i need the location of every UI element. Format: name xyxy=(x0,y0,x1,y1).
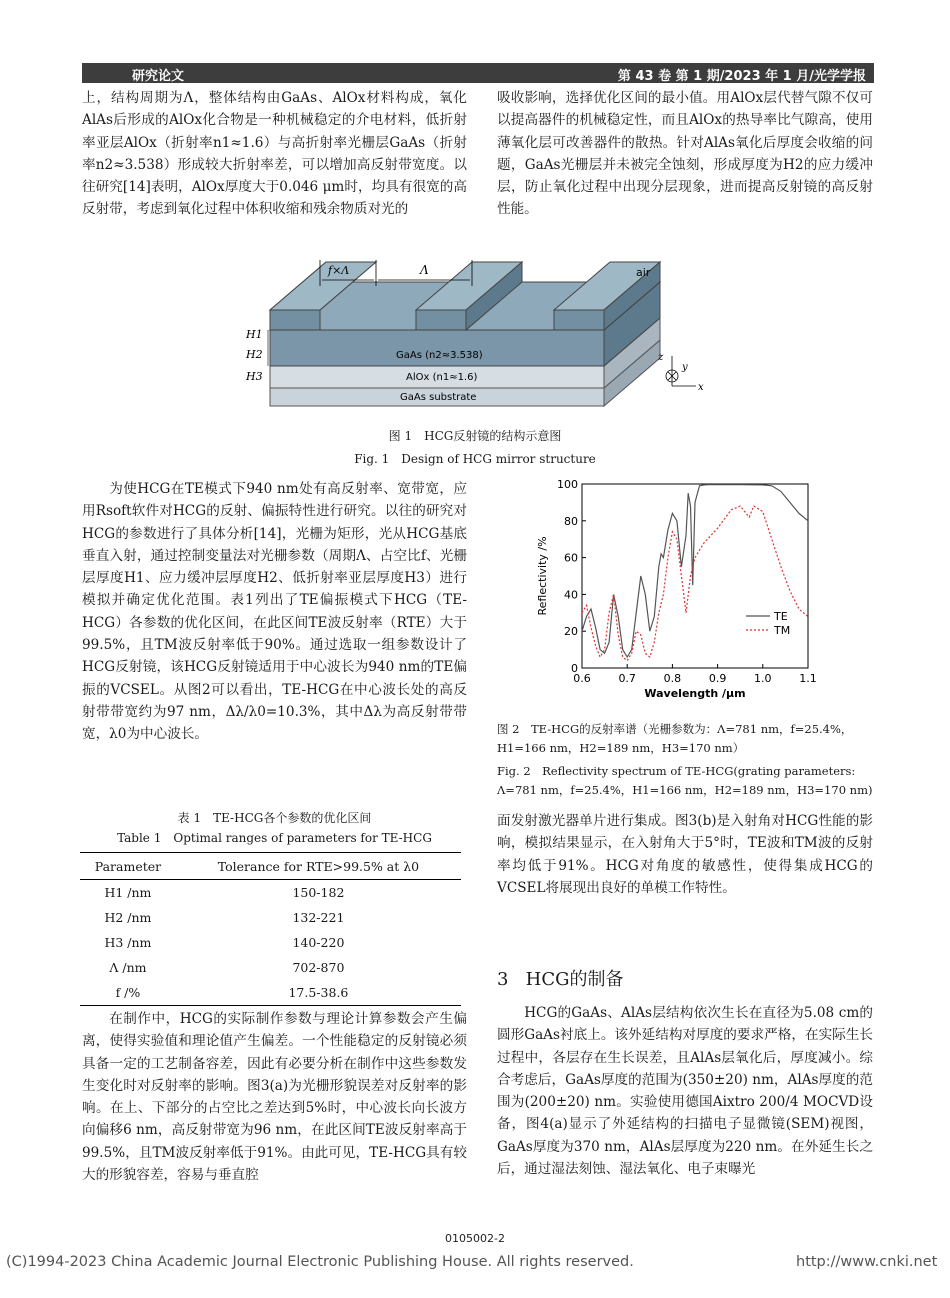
cell: H1 /nm xyxy=(104,885,152,900)
header-left: 研究论文 xyxy=(132,69,185,84)
x-tick-label: 0.8 xyxy=(663,672,682,685)
x-tick-label: 0.9 xyxy=(708,672,727,685)
paragraph: 吸收影响，选择优化区间的最小值。用AlOx层代替气隙不仅可以提高器件的机械稳定性，而且AlOx的热导率比气隙高，使用薄氧化层可改善器件的散热。针对AlAs氧化后厚度会收缩的问题，GaAs光栅层并未被完全蚀刻，形成厚度为H2的应力缓冲层，防止氧化过程中出现分层现象，进而提高反射镜的高反射性能。 xyxy=(497,90,873,218)
legend-label-te: TE xyxy=(774,610,788,623)
label-alox: AlOx (n1≈1.6) xyxy=(406,372,478,383)
paragraph: 上，结构周期为Λ，整体结构由GaAs、AlOx材料构成，氧化AlAs后形成的AlOx化合物是一种机械稳定的介电材料，低折射率亚层AlOx（折射率n1≈1.6）与高折射率光栅层GaAs（折射率n2≈3.538）形成较大折射率差，可以增加高反射带宽度。以往研究[14]表明，AlOx厚度大于0.046 μm时，均具有很宽的高反射带，考虑到氧化过程中体积收缩和残余物质对光的 xyxy=(82,90,467,218)
y-tick-label: 0 xyxy=(571,662,578,675)
x-axis-label: Wavelength /μm xyxy=(644,687,746,700)
header-cell: Parameter xyxy=(80,853,176,880)
label-fa: f×Λ xyxy=(328,264,350,277)
paragraph: HCG的GaAs、AlAs层结构依次生长在直径为5.08 cm的圆形GaAs衬底上。该外延结构对厚度的要求严格，在实际生长过程中，各层存在生长误差，且AlAs层氧化后，厚度减小。综合考虑后，GaAs厚度的范围为(350±20) nm，AlAs厚度的范围为(200±20) nm。实验使用德国Aixtro 200/4 MOCVD设备，图4(a)显示了外延结构的扫描电子显微镜(SEM)视图，GaAs厚度为370 nm，AlAs层厚度为220 nm。在外延生长之后，通过湿法刻蚀、湿法氧化、电子束曝光 xyxy=(497,1005,873,1178)
table1-caption-en: Table 1 Optimal ranges of parameters for TE-HCG xyxy=(117,831,432,845)
section-title: HCG的制备 xyxy=(525,969,624,990)
table-row xyxy=(80,955,461,980)
cell: H3 /nm xyxy=(104,935,152,950)
legend-label-tm: TM xyxy=(774,624,791,637)
y-tick-label: 100 xyxy=(557,478,578,491)
col1-bottom-text xyxy=(82,1008,467,1186)
cell: 140-220 xyxy=(292,935,345,950)
table-1 xyxy=(80,852,461,1006)
copyright-notice: (C)1994-2023 China Academic Journal Electronic Publishing House. All rights reserved. xyxy=(6,1254,634,1270)
paragraph: 为使HCG在TE模式下940 nm处有高反射率、宽带宽，应用Rsoft软件对HCG的反射、偏振特性进行研究。以往的研究对HCG的参数进行了具体分析[14]，光栅为矩形，光从HCG基底垂直入射，通过控制变量法对光栅参数（周期Λ、占空比f、光栅层厚度H1、应力缓冲层厚度H2、低折射率亚层厚度H3）进行模拟并确定优化范围。表1列出了TE偏振模式下HCG（TE-HCG）各参数的优化区间，在此区间TE波反射率（RTE）大于99.5%，且TM波反射率低于90%。通过选取一组参数设计了HCG反射镜，该HCG反射镜适用于中心波长为940 nm的TE偏振的VCSEL。从图2可以看出，TE-HCG在中心波长处的高反射带带宽约为97 nm，Δλ/λ0=10.3%，其中Δλ为高反射带带宽，λ0为中心波长。 xyxy=(82,481,467,743)
fig1-caption-en: Fig. 1 Design of HCG mirror structure xyxy=(354,452,596,466)
col1-top-text xyxy=(82,87,467,221)
fig1-caption-cn: 图 1 HCG反射镜的结构示意图 xyxy=(388,429,562,443)
table-row xyxy=(80,980,461,1006)
y-tick-label: 60 xyxy=(564,551,578,565)
x-tick-label: 0.7 xyxy=(618,672,636,685)
series-line-tm xyxy=(582,506,808,660)
axis-y: y xyxy=(682,362,688,373)
paragraph: 在制作中，HCG的实际制作参数与理论计算参数会产生偏离，使得实验值和理论值产生偏差。一个性能稳定的反射镜必须具备一定的工艺制备容差，因此有必要分析在制作中这些参数发生变化时对反射率的影响。图3(a)为光栅形貌误差对反射率的影响。在上、下部分的占空比之差达到5%时，中心波长向长波方向偏移6 nm，高反射带宽为96 nm，在此区间TE波反射率高于99.5%，且TM波反射率低于91%。由此可见，TE-HCG具有较大的形貌容差，容易与垂直腔 xyxy=(82,1011,467,1184)
cell: Λ /nm xyxy=(109,960,147,975)
cell: 17.5-38.6 xyxy=(176,980,461,1006)
x-tick-label: 1.1 xyxy=(799,672,817,685)
col1-mid-text xyxy=(82,478,467,746)
running-header xyxy=(82,63,874,83)
paragraph: 面发射激光器单片进行集成。图3(b)是入射角对HCG性能的影响，模拟结果显示，在入射角大于5°时，TE波和TM波的反射率均低于91%。HCG对角度的敏感性，使得集成HCG的VCSEL将展现出良好的单模工作特性。 xyxy=(497,813,873,896)
col2-mid-text xyxy=(497,810,873,899)
header-cell: Tolerance for RTE>99.5% at λ0 xyxy=(176,853,461,880)
y-tick-label: 20 xyxy=(564,625,578,639)
y-axis-label: Reflectivity /% xyxy=(536,536,549,616)
header-right: 第 43 卷 第 1 期/2023 年 1 月/光学学报 xyxy=(617,69,866,84)
axis-x: x xyxy=(698,382,704,393)
cell: f /% xyxy=(80,980,176,1006)
section-number: 3 xyxy=(497,969,509,990)
table-row xyxy=(80,905,461,930)
label-h3: H3 xyxy=(246,370,263,383)
col2-top-text xyxy=(497,87,873,221)
cell: 702-870 xyxy=(292,960,345,975)
section-3-heading xyxy=(497,965,623,991)
label-air: air xyxy=(636,266,651,279)
fig2-caption-en: Fig. 2 Reflectivity spectrum of TE-HCG(grating parameters: Λ=781 nm，f=25.4%，H1=166 nm，H2=189 nm，H3=170 nm) xyxy=(497,764,873,797)
cell: H2 /nm xyxy=(104,910,152,925)
cell: 132-221 xyxy=(292,910,345,925)
figure-2-chart xyxy=(530,476,830,701)
y-tick-label: 40 xyxy=(564,588,578,602)
table-row xyxy=(80,880,461,906)
col2-bottom-text xyxy=(497,1002,873,1180)
x-tick-label: 0.6 xyxy=(573,672,591,685)
cell: 150-182 xyxy=(292,885,345,900)
label-gaas: GaAs (n2≈3.538) xyxy=(396,350,483,361)
label-h1: H1 xyxy=(246,328,263,341)
label-h2: H2 xyxy=(246,348,263,361)
table1-caption-cn: 表 1 TE-HCG各个参数的优化区间 xyxy=(177,811,372,825)
axis-z: z xyxy=(658,352,664,363)
label-substrate: GaAs substrate xyxy=(400,392,477,403)
label-lambda: Λ xyxy=(420,263,429,277)
fig2-caption-cn: 图 2 TE-HCG的反射率谱（光栅参数为：Λ=781 nm，f=25.4%，H1=166 nm，H2=189 nm，H3=170 nm） xyxy=(497,722,853,755)
table-header-row xyxy=(80,853,461,880)
figure-1-diagram xyxy=(240,258,710,418)
page-number: 0105002-2 xyxy=(445,1232,505,1245)
site-link: http://www.cnki.net xyxy=(796,1254,938,1270)
y-tick-label: 80 xyxy=(564,514,578,528)
table-row xyxy=(80,930,461,955)
x-tick-label: 1.0 xyxy=(754,672,772,685)
